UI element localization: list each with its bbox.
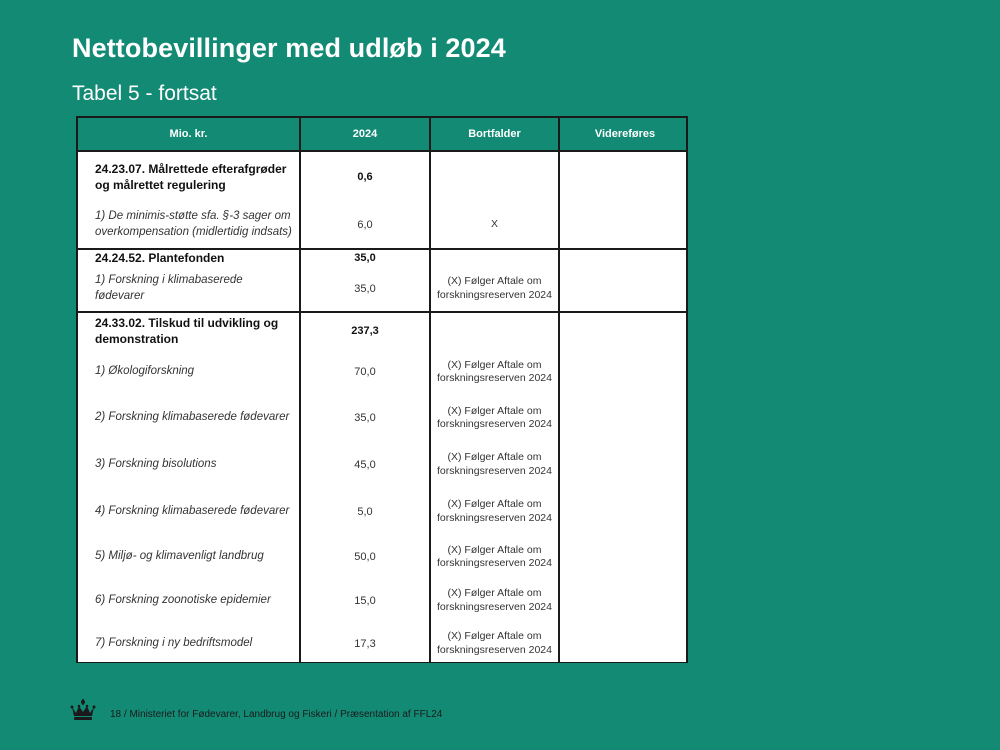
column-header-bortfalder: Bortfalder	[430, 118, 559, 151]
row-value: 0,6	[300, 151, 430, 201]
row-label: 1) De minimis-støtte sfa. §-3 sager om overkompensation (midlertidig indsats)	[78, 201, 300, 249]
table-row	[78, 349, 688, 395]
row-bortfalder: (X) Følger Aftale om forskningsreserven 2024	[430, 488, 559, 535]
table-row	[78, 201, 688, 249]
row-value: 70,0	[300, 349, 430, 395]
row-bortfalder	[430, 249, 559, 266]
table-row	[78, 535, 688, 579]
row-label: 2) Forskning klimabaserede fødevarer	[78, 395, 300, 441]
row-videreføres	[559, 249, 688, 266]
row-value: 6,0	[300, 201, 430, 249]
row-bortfalder: (X) Følger Aftale om forskningsreserven 2024	[430, 266, 559, 312]
row-label: 7) Forskning i ny bedriftsmodel	[78, 622, 300, 663]
table-row	[78, 579, 688, 622]
row-bortfalder: X	[430, 201, 559, 249]
row-label: 3) Forskning bisolutions	[78, 441, 300, 488]
row-videreføres	[559, 266, 688, 312]
row-label: 6) Forskning zoonotiske epidemier	[78, 579, 300, 622]
table-row	[78, 312, 688, 349]
row-value: 17,3	[300, 622, 430, 663]
row-value: 237,3	[300, 312, 430, 349]
table-row	[78, 441, 688, 488]
row-videreføres	[559, 441, 688, 488]
row-value: 35,0	[300, 266, 430, 312]
row-bortfalder: (X) Følger Aftale om forskningsreserven 2024	[430, 579, 559, 622]
row-videreføres	[559, 488, 688, 535]
crown-icon	[69, 698, 97, 722]
bevillinger-table	[76, 116, 688, 663]
table-header-row	[78, 118, 688, 151]
row-label: 1) Forskning i klimabaserede fødevarer	[78, 266, 300, 312]
row-bortfalder	[430, 151, 559, 201]
row-bortfalder	[430, 312, 559, 349]
row-bortfalder: (X) Følger Aftale om forskningsreserven 2024	[430, 622, 559, 663]
row-label: 24.33.02. Tilskud til udvikling og demonstration	[78, 312, 300, 349]
row-label: 24.24.52. Plantefonden	[78, 249, 300, 266]
row-value: 5,0	[300, 488, 430, 535]
slide-subtitle: Tabel 5 - fortsat	[72, 82, 217, 105]
row-videreføres	[559, 201, 688, 249]
row-value: 50,0	[300, 535, 430, 579]
row-videreføres	[559, 579, 688, 622]
row-value: 15,0	[300, 579, 430, 622]
row-value: 35,0	[300, 395, 430, 441]
footer-text: 18 / Ministeriet for Fødevarer, Landbrug og Fiskeri / Præsentation af FFL24	[110, 709, 443, 720]
table-row	[78, 488, 688, 535]
row-label: 1) Økologiforskning	[78, 349, 300, 395]
table-row	[78, 249, 688, 266]
row-bortfalder: (X) Følger Aftale om forskningsreserven 2024	[430, 535, 559, 579]
row-videreføres	[559, 535, 688, 579]
column-header-mio-kr: Mio. kr.	[78, 118, 300, 151]
row-value: 35,0	[300, 249, 430, 266]
row-videreføres	[559, 151, 688, 201]
row-label: 24.23.07. Målrettede efterafgrøder og målrettet regulering	[78, 151, 300, 201]
slide-title: Nettobevillinger med udløb i 2024	[72, 33, 506, 63]
row-videreføres	[559, 395, 688, 441]
table-row	[78, 151, 688, 201]
row-videreføres	[559, 349, 688, 395]
row-bortfalder: (X) Følger Aftale om forskningsreserven 2024	[430, 441, 559, 488]
table-row	[78, 266, 688, 312]
row-videreføres	[559, 622, 688, 663]
row-label: 5) Miljø- og klimavenligt landbrug	[78, 535, 300, 579]
column-header-videreføres: Videreføres	[559, 118, 688, 151]
row-bortfalder: (X) Følger Aftale om forskningsreserven 2024	[430, 349, 559, 395]
row-bortfalder: (X) Følger Aftale om forskningsreserven 2024	[430, 395, 559, 441]
column-header-2024: 2024	[300, 118, 430, 151]
row-value: 45,0	[300, 441, 430, 488]
row-videreføres	[559, 312, 688, 349]
row-label: 4) Forskning klimabaserede fødevarer	[78, 488, 300, 535]
table-row	[78, 622, 688, 663]
table-row	[78, 395, 688, 441]
